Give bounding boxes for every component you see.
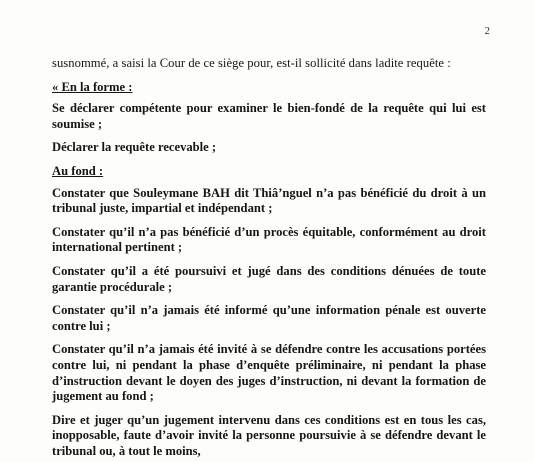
merits-item-4: Constater qu’il n’a jamais été informé qu’une information pénale est ouverte contre lui ; xyxy=(52,303,486,333)
section-title-merits: Au fond : xyxy=(52,163,104,178)
merits-item-2: Constater qu’il n’a pas bénéficié d’un procès équitable, conformément au droit international pertinent ; xyxy=(52,224,486,255)
intro-paragraph: susnommé, a saisi la Cour de ce siège pour, est-il sollicité dans ladite requête : xyxy=(52,56,451,70)
form-item-1: Se déclarer compétente pour examiner le bien-fondé de la requête qui lui est soumise ; xyxy=(52,101,486,131)
form-item-2: Déclarer la requête recevable ; xyxy=(52,140,217,155)
merits-item-3: Constater qu’il a été poursuivi et jugé dans des conditions dénuées de toute garantie procédurale ; xyxy=(52,263,486,294)
section-title-form: « En la forme : xyxy=(52,79,133,94)
page-number: 2 xyxy=(484,25,490,37)
document-body xyxy=(52,56,486,462)
merits-item-5: Constater qu’il n’a jamais été invité à se défendre contre les accusations portées contre lui, ni pendant la phase d’enquête préliminaire, ni pendant la phase d’instruction devant le doyen des juges d’instruction, ni devant la formation de jugement au fond ; xyxy=(52,342,486,404)
merits-item-1: Constater que Souleymane BAH dit Thiâ’nguel n’a pas bénéficié du droit à un tribunal juste, impartial et indépendant ; xyxy=(52,185,486,216)
merits-item-6: Dire et juger qu’un jugement intervenu dans ces conditions est en tous les cas, inopposable, faute d’avoir invité la personne poursuivie à se défendre devant le tribunal ou, à tout le moins, xyxy=(52,412,486,458)
